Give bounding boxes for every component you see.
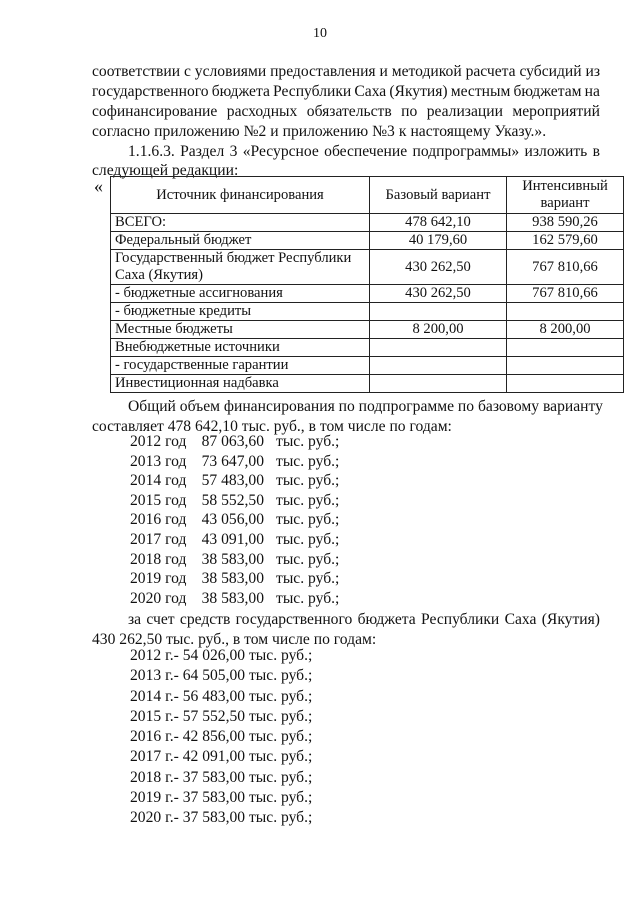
table-row <box>111 375 624 393</box>
cell-intensive <box>507 357 624 375</box>
cell-base <box>370 339 507 357</box>
financing-table <box>110 176 624 393</box>
cell-source: ВСЕГО: <box>111 214 370 232</box>
list-item: 2012 г.- 54 026,00 тыс. руб.; <box>130 647 313 664</box>
table-row <box>111 303 624 321</box>
list-item: 2018 год 38 583,00 тыс. руб.; <box>130 550 340 568</box>
table-row <box>111 214 624 232</box>
cell-intensive <box>507 303 624 321</box>
cell-source: Местные бюджеты <box>111 321 370 339</box>
total-line-2: составляет 478 642,10 тыс. руб., в том числе по годам: <box>92 418 452 435</box>
intro-line-2: государственного бюджета Республики Саха (Якутия) местным бюджетам на <box>92 83 600 100</box>
list-item: 2013 год 73 647,00 тыс. руб.; <box>130 452 340 470</box>
cell-intensive: 162 579,60 <box>507 232 624 250</box>
state-line-2: 430 262,50 тыс. руб., в том числе по годам: <box>92 631 377 648</box>
intro-line-3: софинансирование расходных обязательств по реализации мероприятий <box>92 103 600 120</box>
list-item: 2017 год 43 091,00 тыс. руб.; <box>130 530 340 548</box>
header-base: Базовый вариант <box>370 177 507 214</box>
cell-base <box>370 375 507 393</box>
cell-intensive: 938 590,26 <box>507 214 624 232</box>
cell-intensive: 8 200,00 <box>507 321 624 339</box>
cell-source: - бюджетные ассигнования <box>111 285 370 303</box>
opening-quote: « <box>94 176 103 196</box>
list-item: 2014 г.- 56 483,00 тыс. руб.; <box>130 687 313 705</box>
list-item: 2015 г.- 57 552,50 тыс. руб.; <box>130 707 313 725</box>
list-item: 2013 г.- 64 505,00 тыс. руб.; <box>130 667 313 685</box>
list-item: 2016 г.- 42 856,00 тыс. руб.; <box>130 728 313 746</box>
cell-source: Инвестиционная надбавка <box>111 375 370 393</box>
list-item: 2018 г.- 37 583,00 тыс. руб.; <box>130 768 313 786</box>
cell-source: - бюджетные кредиты <box>111 303 370 321</box>
intro-paragraph <box>92 62 600 142</box>
base-years-list <box>130 432 339 608</box>
table-row <box>111 357 624 375</box>
cell-base: 40 179,60 <box>370 232 507 250</box>
section-line-2: следующей редакции: <box>92 162 239 179</box>
page-number: 10 <box>313 26 327 41</box>
intro-line-1: соответствии с условиями предоставления и методикой расчета субсидий из <box>92 63 600 80</box>
list-item: 2016 год 43 056,00 тыс. руб.; <box>130 511 340 529</box>
state-line-1: за счет средств государственного бюджета Республики Саха (Якутия) <box>128 611 600 628</box>
section-heading <box>92 142 600 180</box>
cell-intensive <box>507 375 624 393</box>
intro-line-4: согласно приложению №2 и приложению №3 к настоящему Указу.». <box>92 123 547 140</box>
table-row <box>111 250 624 285</box>
cell-intensive: 767 810,66 <box>507 285 624 303</box>
table-header-row <box>111 177 624 214</box>
cell-intensive: 767 810,66 <box>507 250 624 285</box>
cell-source: Федеральный бюджет <box>111 232 370 250</box>
header-source: Источник финансирования <box>111 177 370 214</box>
state-years-list <box>130 646 312 829</box>
table-row <box>111 321 624 339</box>
list-item: 2020 год 38 583,00 тыс. руб.; <box>130 589 340 607</box>
cell-base: 430 262,50 <box>370 285 507 303</box>
section-line-1: 1.1.6.3. Раздел 3 «Ресурсное обеспечение подпрограммы» изложить в <box>128 143 600 160</box>
list-item: 2017 г.- 42 091,00 тыс. руб.; <box>130 748 313 766</box>
list-item: 2015 год 58 552,50 тыс. руб.; <box>130 491 340 509</box>
header-intensive: Интенсивный вариант <box>507 177 624 214</box>
list-item: 2020 г.- 37 583,00 тыс. руб.; <box>130 809 313 827</box>
total-line-1: Общий объем финансирования по подпрограмме по базовому варианту <box>128 398 603 415</box>
cell-base: 430 262,50 <box>370 250 507 285</box>
list-item: 2019 г.- 37 583,00 тыс. руб.; <box>130 789 313 807</box>
cell-base: 478 642,10 <box>370 214 507 232</box>
table-row <box>111 285 624 303</box>
cell-source: Внебюджетные источники <box>111 339 370 357</box>
cell-source: Государственный бюджет Республики Саха (Якутия) <box>111 250 370 285</box>
state-budget-paragraph <box>92 610 600 650</box>
cell-base <box>370 303 507 321</box>
table-row <box>111 232 624 250</box>
total-financing-paragraph <box>92 397 603 437</box>
table-row <box>111 339 624 357</box>
cell-base <box>370 357 507 375</box>
list-item: 2014 год 57 483,00 тыс. руб.; <box>130 472 340 490</box>
list-item: 2012 год 87 063,60 тыс. руб.; <box>130 433 340 450</box>
list-item: 2019 год 38 583,00 тыс. руб.; <box>130 570 340 588</box>
cell-source: - государственные гарантии <box>111 357 370 375</box>
cell-base: 8 200,00 <box>370 321 507 339</box>
cell-intensive <box>507 339 624 357</box>
